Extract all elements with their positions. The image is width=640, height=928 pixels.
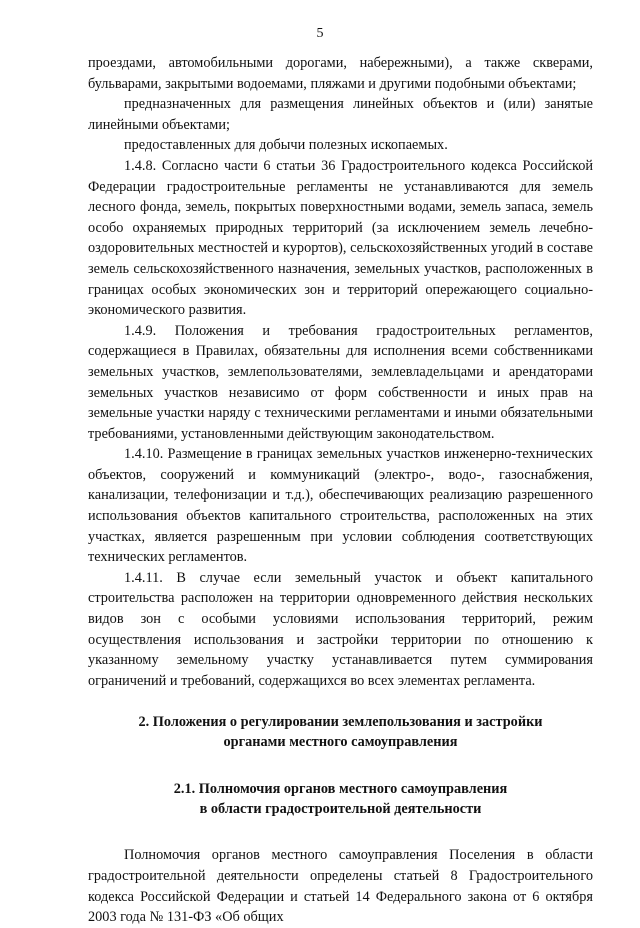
section-2-heading-line-2: органами местного самоуправления [223,733,458,750]
paragraph-intro: проездами, автомобильными дорогами, набережными), а также скверами, бульварами, закрытыми водоемами, пляжами и другими подобными объектами; [88,55,593,92]
paragraph-powers: Полномочия органов местного самоуправления Поселения в области градостроительной деятельности определены статьей 8 Градостроительного кодекса Российской Федерации и статьей 14 Федерального закона от 6 октября 2003 года № 131-ФЗ «Об общих [88,847,593,926]
paragraph-1-4-11: 1.4.11. В случае если земельный участок и объект капитального строительства расположен на территории одновременного действия нескольких видов зон с особыми условиями использования территорий, режим осуществления использования и застройки территории по отношению к указанному земельному участку устанавливается путем суммирования ограничений и требований, содержащихся во всех элементах регламента. [88,569,593,689]
section-2-1-heading-line-1: 2.1. Полномочия органов местного самоуправления [173,781,508,798]
paragraph-minerals: предоставленных для добычи полезных ископаемых. [124,137,448,154]
section-2-heading [88,713,593,752]
section-2-1-heading-line-2: в области градостроительной деятельности [199,800,482,817]
paragraph-1-4-9: 1.4.9. Положения и требования градостроительных регламентов, содержащиеся в Правилах, обязательны для исполнения всеми собственниками земельных участков, землепользователями, землевладельцами и арендаторами земельных участков независимо от форм собственности и иных прав на земельные участки наряду с техническими регламентами и иными обязательными требованиями, установленными действующим законодательством. [88,322,593,442]
paragraph-linear-objects: предназначенных для размещения линейных объектов и (или) занятые линейными объектами; [88,96,593,133]
paragraph-1-4-8: 1.4.8. Согласно части 6 статьи 36 Градостроительного кодекса Российской Федерации градостроительные регламенты не устанавливаются для земель лесного фонда, земель, покрытых поверхностными водами, земель запаса, земель особо охраняемых природных территорий (за исключением земель лечебно-оздоровительных местностей и курортов), сельскохозяйственных угодий в составе земель сельскохозяйственного назначения, земельных участков, расположенных в границах особых экономических зон и территорий опережающего социально-экономического развития. [88,157,593,319]
document-body [88,53,593,928]
page-number: 5 [316,26,324,41]
paragraph-1-4-10: 1.4.10. Размещение в границах земельных участков инженерно-технических объектов, сооружений и коммуникаций (электро-, водо-, газоснабжения, канализации, телефонизации и т.д.), обеспечивающих реализацию разрешенного использования объектов капитального строительства, расположенных на этих участках, является разрешенным при условии соблюдения соответствующих технических регламентов. [88,446,593,566]
section-2-1-heading [88,780,593,819]
section-2-heading-line-1: 2. Положения о регулировании землепользования и застройки [138,714,543,731]
